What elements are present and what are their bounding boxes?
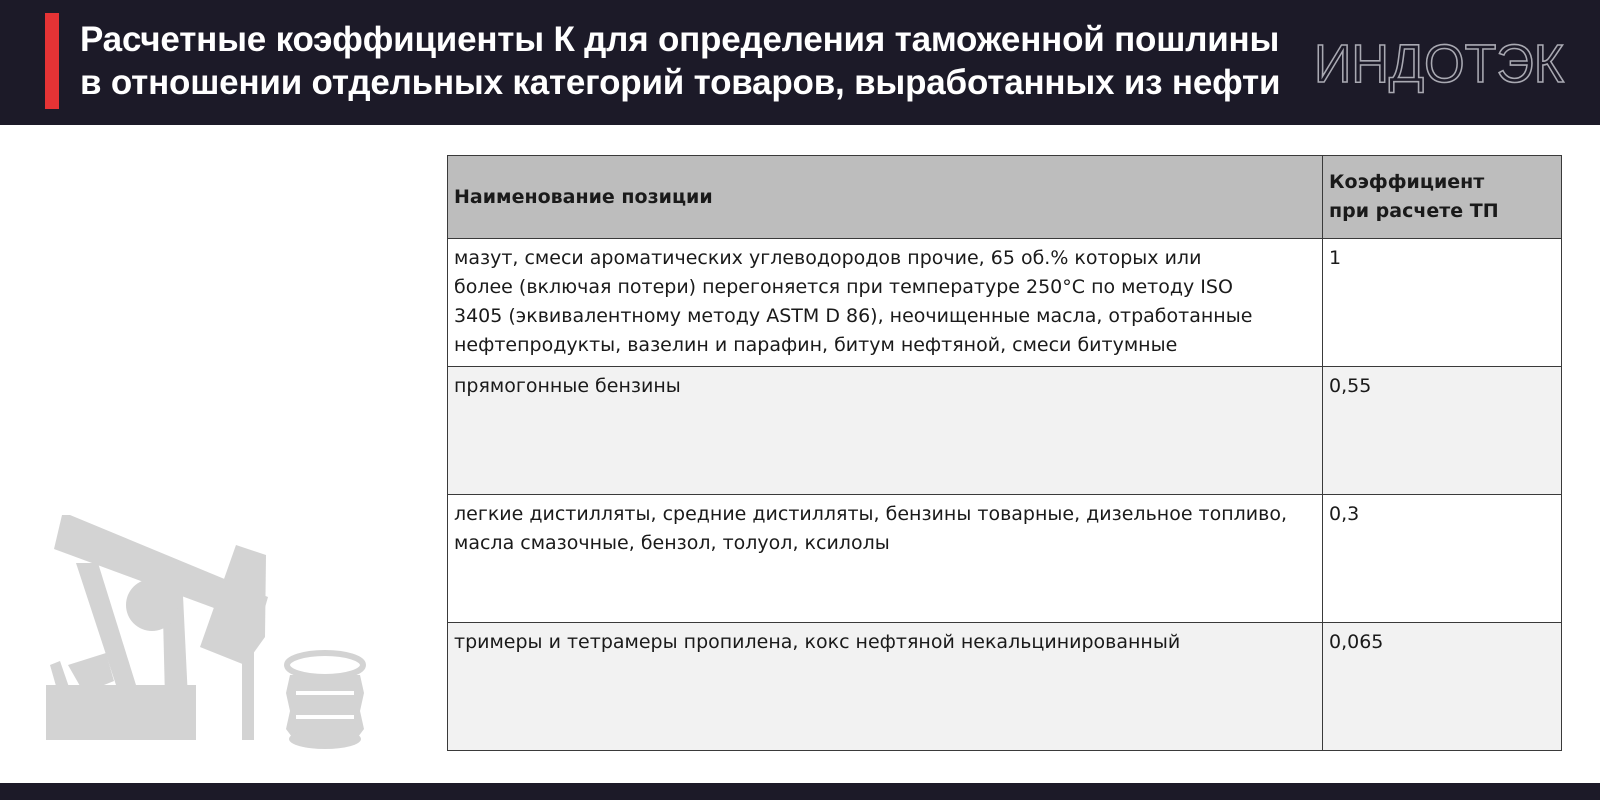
cell-name-line: 3405 (эквивалентному методу ASTM D 86), неочищенные масла, отработанные [454, 305, 1253, 327]
logo [1312, 30, 1567, 94]
coefficients-table [447, 155, 1562, 751]
cell-name-line: тримеры и тетрамеры пропилена, кокс нефтяной некальцинированный [454, 631, 1181, 653]
column-header-name: Наименование позиции [448, 156, 1323, 239]
cell-name [448, 367, 1323, 495]
cell-coefficient: 0,55 [1323, 367, 1562, 495]
header-bar [0, 0, 1600, 125]
footer-bar [0, 783, 1600, 800]
cell-name-line: легкие дистилляты, средние дистилляты, бензины товарные, дизельное топливо, [454, 503, 1288, 525]
accent-bar [45, 13, 59, 109]
column-header-coefficient-line-1: Коэффициент [1329, 171, 1485, 193]
table-header-row [448, 156, 1562, 239]
cell-name-line: более (включая потери) перегоняется при температуре 250°С по методу ISO [454, 276, 1233, 298]
page-title [80, 18, 1300, 104]
oil-illustration [40, 515, 380, 755]
cell-coefficient: 0,3 [1323, 495, 1562, 623]
cell-name-line: прямогонные бензины [454, 375, 681, 397]
column-header-coefficient-line-2: при расчете ТП [1329, 200, 1499, 222]
table-row [448, 367, 1562, 495]
pump-jack-icon [46, 515, 268, 740]
table-row [448, 239, 1562, 367]
cell-name [448, 623, 1323, 751]
cell-coefficient: 0,065 [1323, 623, 1562, 751]
cell-name [448, 495, 1323, 623]
cell-name-line: мазут, смеси ароматических углеводородов прочие, 65 об.% которых или [454, 247, 1202, 269]
oil-barrel-icon [286, 653, 364, 749]
column-header-coefficient [1323, 156, 1562, 239]
title-line-2: в отношении отдельных категорий товаров, выработанных из нефти [80, 63, 1281, 102]
cell-name-line: масла смазочные, бензол, толуол, ксилолы [454, 532, 890, 554]
table-row [448, 623, 1562, 751]
logo-text: ИНДОТЭК [1314, 34, 1565, 94]
cell-name [448, 239, 1323, 367]
table-row [448, 495, 1562, 623]
cell-coefficient: 1 [1323, 239, 1562, 367]
title-line-1: Расчетные коэффициенты К для определения таможенной пошлины [80, 20, 1280, 59]
cell-name-line: нефтепродукты, вазелин и парафин, битум нефтяной, смеси битумные [454, 334, 1178, 356]
